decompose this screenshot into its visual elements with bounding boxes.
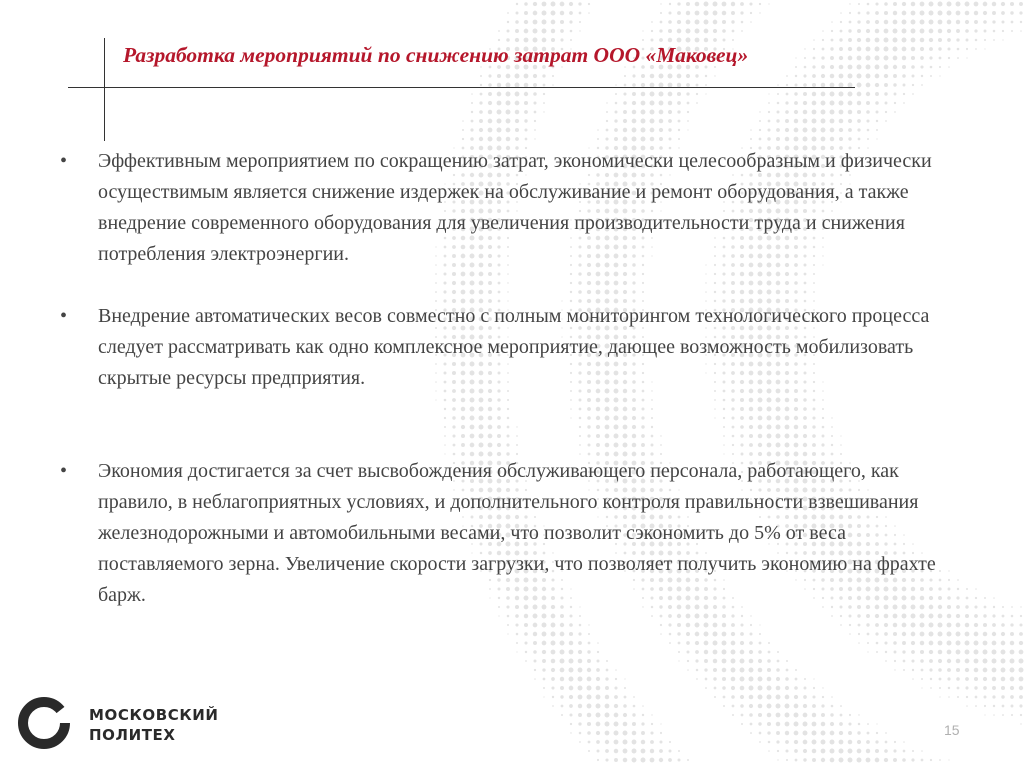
logo-text-line1: МОСКОВСКИЙ <box>89 706 219 724</box>
bullet-text: Эффективным мероприятием по сокращению затрат, экономически целесообразным и физически осуществимым является снижение издержек на обслуживание и ремонт оборудования, а также внедрение современного оборудования для увеличения производительности труда и снижения потребления электроэнергии. <box>98 150 932 265</box>
bullet-text: Экономия достигается за счет высвобождения обслуживающего персонала, работающего, как правило, в неблагоприятных условиях, и дополнительного контроля правильности взвешивания железнодорожными и автомобильными весами, что позволит сэкономить до 5% от веса поставляемого зерна. Увеличение скорости загрузки, что позволяет получить экономию на фрахте барж. <box>98 460 936 606</box>
bullet-item <box>60 146 960 270</box>
moscow-polytech-logo <box>17 693 257 753</box>
moscow-polytech-ring-icon <box>17 693 77 753</box>
bullet-dot: • <box>60 460 68 482</box>
bullet-dot: • <box>60 305 68 327</box>
slide-title: Разработка мероприятий по снижению затрат ООО «Маковец» <box>123 43 749 67</box>
bullet-text: Внедрение автоматических весов совместно с полным мониторингом технологического процесса следует рассматривать как одно комплексное мероприятие, дающее возможность мобилизовать скрытые ресурсы предприятия. <box>98 305 930 389</box>
bullet-item <box>60 301 960 394</box>
bullet-dot: • <box>60 150 68 172</box>
logo-text-line2: ПОЛИТЕХ <box>89 726 176 744</box>
page-number: 15 <box>944 722 960 738</box>
bullet-item <box>60 456 960 611</box>
